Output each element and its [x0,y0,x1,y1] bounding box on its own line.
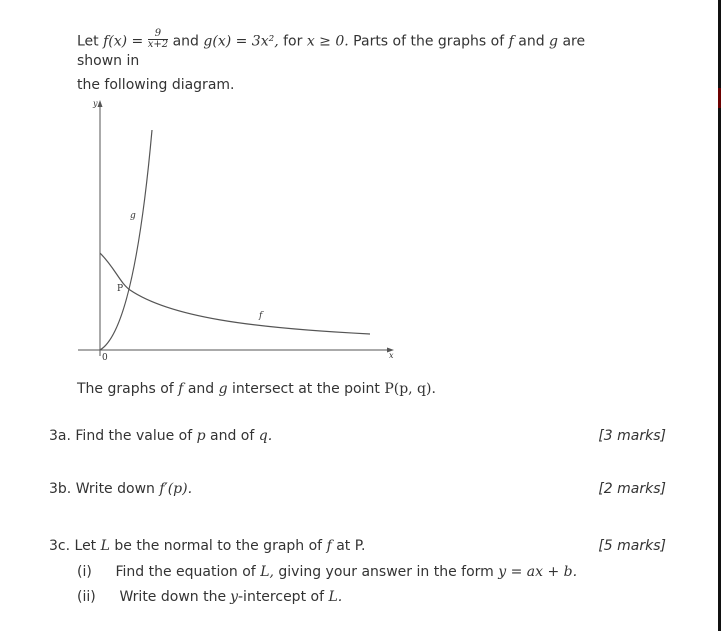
question-text: Let [74,538,97,554]
question-number: 3a. [49,428,71,444]
variable-l: L [100,538,110,554]
variable-q: q. [258,428,273,444]
question-text-mid: and of [210,428,255,444]
y-axis-arrow [98,100,103,107]
f-definition-lhs: f(x) = [103,33,144,50]
curve-g [100,130,152,350]
intro-line-3: the following diagram. [77,77,235,93]
curve-f-label: f [259,311,263,321]
marks-3c: [5 marks] [598,538,666,554]
variable-f: f [326,538,332,554]
domain-condition: x ≥ 0. [306,33,349,50]
part-text-mid: giving your answer in the form [278,564,494,580]
derivative-expression: f′(p). [159,481,193,497]
curve-f [100,253,370,334]
question-text: Write down [75,481,155,497]
variable-l: L. [328,589,343,605]
part-text: Write down the [119,589,227,605]
fraction-denominator: x+2 [147,39,169,50]
question-3c-part-i [77,564,577,580]
intersection-pre: The graphs of [77,381,174,397]
function-graph-diagram [70,92,410,370]
y-axis-label: y [93,99,98,108]
intro-parts-text: Parts of the graphs of [353,33,505,50]
f-fraction [148,29,168,50]
part-label: (ii) [77,589,96,605]
part-text-post: -intercept of [238,589,324,605]
variable-p: p [196,428,206,444]
fraction-numerator: 9 [148,29,168,40]
intro-are: are [562,33,586,50]
intro-and: and [172,33,199,50]
linear-form-expression: y = ax + b. [498,564,578,580]
intro-f: f [508,33,514,50]
intro-and-2: and [518,33,545,50]
question-text: Find the value of [75,428,193,444]
intersection-statement [77,381,436,397]
question-3c-part-ii [77,589,342,605]
question-number: 3c. [49,538,71,554]
intersection-g: g [218,381,228,397]
intro-line-2: shown in [77,53,140,69]
marks-3a: [3 marks] [598,428,666,444]
variable-y: y [230,589,238,605]
g-definition: g(x) = 3x², [203,33,279,50]
intersection-and: and [187,381,215,397]
question-3a [49,428,272,444]
question-number: 3b. [49,481,72,497]
marks-3b: [2 marks] [598,481,666,497]
question-text-mid: be the normal to the graph of [114,538,323,554]
variable-l: L, [260,564,274,580]
x-axis-label: x [389,351,394,360]
question-text-post: at P. [336,538,366,554]
intersection-f: f [178,381,184,397]
curve-g-label: g [130,211,136,221]
intro-let: Let [77,33,99,50]
intro-line [77,28,586,52]
question-3b [49,481,192,497]
point-p: P(p, q). [384,381,436,397]
intro-for: for [283,33,303,50]
intersection-mid: intersect at the point [232,381,380,397]
origin-label: 0 [102,353,108,363]
point-p-label: P [117,284,124,294]
part-label: (i) [77,564,92,580]
question-3c [49,538,365,554]
part-text: Find the equation of [115,564,256,580]
intro-g: g [549,33,559,50]
